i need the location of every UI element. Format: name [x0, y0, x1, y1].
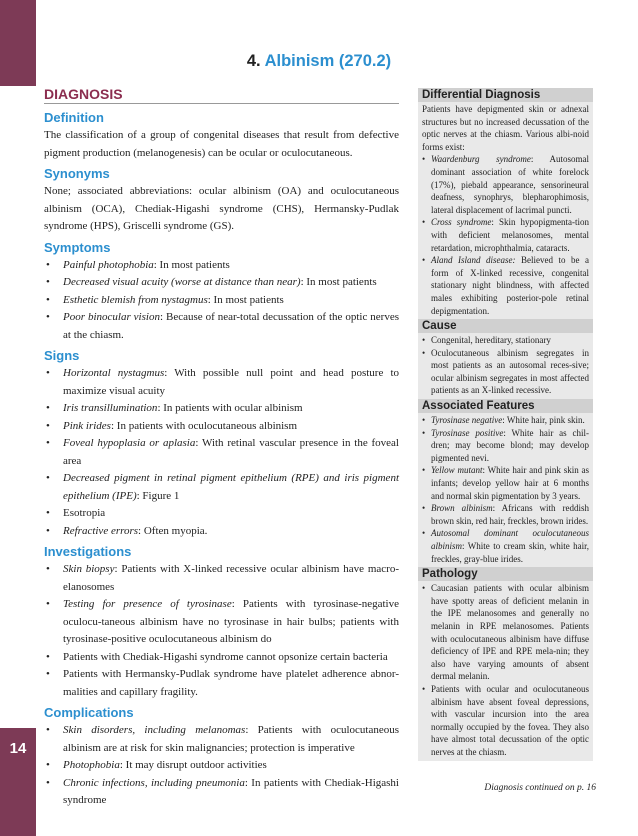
list-item-term: Pink irides	[63, 419, 111, 432]
list-item-text: : In patients with Chediak-Higashi syndrome	[63, 776, 399, 806]
list-item-text: : In patients with ocular albinism	[157, 402, 303, 414]
list-item-term: Chronic infections, including pneumonia	[63, 776, 245, 789]
list-item	[422, 216, 589, 254]
list-item-text: : With retinal vascular presence in the foveal area	[63, 437, 399, 467]
list-item-term: Photophobia	[63, 759, 120, 771]
list-item-text: Esotropia	[63, 507, 106, 519]
list-item-text: : Figure 1	[136, 489, 180, 502]
list-item-term: Waardenburg syndrome	[431, 154, 531, 165]
list-item-text: Believed to be a form of X-linked recessive, congenital stationary night blindness, with affected males exhibiting posterior-pole retinal depigmentation.	[431, 255, 589, 316]
cause-heading: Cause	[418, 319, 593, 333]
list-item	[44, 757, 399, 775]
list-item-text: : Autosomal dominant association of white forelock (17%), piebald appearance, sensorineural deafness, synophrys, blepharophimosis, lateral displacement of lacrimal puncti.	[431, 154, 589, 215]
page-number: 14	[9, 740, 27, 757]
list-item	[44, 309, 399, 344]
list-item-text: : Skin hypopigmenta-tion with deficient melanosomes, mental retardation, microphthalmia, cataracts.	[431, 217, 589, 253]
list-item-term: Tyrosinase negative	[431, 415, 503, 426]
list-item	[44, 292, 399, 310]
list-item-text: : In most patients	[153, 258, 230, 271]
list-item-term: Cross syndrome	[431, 217, 492, 228]
definition-heading: Definition	[44, 110, 104, 125]
differential-heading: Differential Diagnosis	[418, 88, 593, 102]
list-item	[44, 722, 399, 757]
differential-list	[422, 153, 589, 317]
list-item-term: Esthetic blemish from nystagmus	[63, 293, 208, 306]
list-item-term: Tyrosinase positive	[431, 427, 504, 438]
list-item-term: Brown albinism	[431, 503, 493, 514]
list-item	[422, 683, 589, 759]
title-name: Albinism (270.2)	[264, 52, 392, 70]
list-item	[44, 274, 399, 292]
main-column	[44, 86, 399, 810]
list-item-text: : White hair and pink skin as infants; develop yellow hair at 6 months and normal skin pigmentation by 3 years.	[431, 465, 589, 501]
list-item-text: : Often myopia.	[138, 524, 208, 537]
differential-intro: Patients have depigmented skin or adnexal structures but no increased decussation of the optic nerves at the chiasm. Various albi-noid forms exist:	[422, 104, 589, 152]
list-item-term: Testing for presence of tyrosinase	[63, 598, 232, 610]
list-item-text: : White hair as chil-dren; may become blond; may develop pigmented nevi.	[431, 427, 590, 463]
page-title	[0, 52, 638, 71]
list-item	[44, 561, 399, 596]
list-item	[44, 596, 399, 649]
list-item-term: Skin disorders, including melanomas	[63, 724, 246, 736]
list-item-term: Decreased visual acuity (worse at distance than near)	[63, 276, 301, 288]
list-item	[44, 365, 399, 400]
synonyms-text: None; associated abbreviations: ocular albinism (OA) and oculocutaneous albinism (OCA), Chediak-Higashi syndrome (CHS), Hermansky-Pudlak syndrome (HPS), Griscelli syndrome (GS).	[44, 185, 399, 232]
list-item-text: Patients with Hermansky-Pudlak syndrome have platelet adherence abnor-malities and capillary fragility.	[63, 668, 399, 698]
list-item-term: Aland Island disease:	[431, 255, 516, 266]
list-item	[422, 582, 589, 683]
list-item-term: Painful photophobia	[63, 258, 154, 271]
list-item-term: Iris transillumination	[63, 402, 158, 414]
diagnosis-heading: DIAGNOSIS	[44, 86, 399, 104]
list-item	[422, 334, 589, 347]
list-item	[422, 502, 589, 527]
list-item-text: : Patients with X-linked recessive ocular albinism have macro-elanosomes	[63, 563, 399, 593]
list-item-text: : In patients with oculocutaneous albinism	[110, 419, 298, 432]
list-item-term: Skin biopsy	[63, 563, 115, 575]
list-item-term: Decreased pigment in retinal pigment epithelium (RPE) and iris pigment epithelium (IPE)	[63, 472, 399, 502]
associated-features-heading: Associated Features	[418, 399, 593, 413]
list-item-text: : White hair, pink skin.	[502, 415, 585, 426]
list-item	[422, 254, 589, 317]
symptoms-heading: Symptoms	[44, 239, 111, 255]
list-item	[422, 153, 589, 216]
symptoms-list	[44, 257, 399, 345]
list-item	[422, 527, 589, 565]
list-item-text: Congenital, hereditary, stationary	[431, 335, 551, 346]
title-number: 4.	[246, 52, 261, 70]
list-item	[44, 649, 399, 667]
list-item-term: Horizontal nystagmus	[63, 367, 165, 379]
list-item-term: Poor binocular vision	[63, 311, 160, 323]
list-item-term: Autosomal dominant oculocutaneous albinism	[431, 528, 589, 551]
list-item	[44, 523, 399, 541]
list-item	[44, 775, 399, 810]
list-item-text: : It may disrupt outdoor activities	[119, 759, 267, 771]
signs-list	[44, 365, 399, 540]
list-item-term: Yellow mutant	[431, 465, 483, 476]
complications-list	[44, 722, 399, 810]
list-item	[44, 257, 399, 275]
list-item-text: : With possible null point and head posture to maximize visual acuity	[63, 367, 400, 397]
list-item-term: Refractive errors	[63, 524, 139, 537]
pathology-heading: Pathology	[418, 567, 593, 581]
side-color-bar-top	[0, 0, 36, 86]
list-item-text: Patients with ocular and oculocutaneous albinism have absent foveal depressions, with vascular incursion into the area normally occupied by the fovea. They also have almost total decussation of the optic nerves at the chiasm.	[431, 683, 589, 757]
sidebar	[418, 88, 593, 761]
list-item-text: Patients with Chediak-Higashi syndrome cannot opsonize certain bacteria	[63, 650, 388, 663]
list-item-text: : Africans with reddish brown skin, red hair, freckles, brown irides.	[431, 503, 589, 526]
list-item	[422, 427, 589, 465]
continued-note: Diagnosis continued on p. 16	[484, 783, 596, 793]
investigations-heading: Investigations	[44, 544, 132, 559]
list-item-text: Oculocutaneous albinism segregates in most patients as an autosomal reces-sive; ocular albinism segregates in most affected patients as an X-linked recessive.	[431, 347, 589, 396]
definition-text: The classification of a group of congenital diseases that result from defective pigment production (melanogenesis) can be ocular or oculocutaneous.	[44, 129, 399, 159]
list-item	[422, 347, 589, 397]
list-item	[44, 435, 399, 470]
list-item	[44, 418, 399, 436]
list-item-text: : Patients with oculocutaneous albinism are at risk for skin malignancies; protection is imperative	[63, 724, 399, 754]
list-item-text: : Because of near-total decussation of the optic nerves at the chiasm.	[63, 311, 399, 341]
list-item-text: : White to cream skin, white hair, freckles, gray-blue irides.	[431, 541, 589, 564]
list-item-text: : In most patients	[300, 276, 377, 288]
cause-list	[422, 334, 589, 397]
list-item	[44, 400, 399, 418]
investigations-list	[44, 561, 399, 701]
list-item	[44, 470, 399, 505]
list-item-text: Caucasian patients with ocular albinism have spotty areas of deficient melanin in the IPE melanosomes and generally no melanin in RPE melanosomes. Patients with oculocutaneous albinism have diffuse deficiency of IPE and RPE mela-nin; they also have varying amounts of absent dermal melanin.	[431, 583, 589, 682]
associated-features-list	[422, 414, 589, 565]
list-item	[422, 414, 589, 427]
synonyms-heading: Synonyms	[44, 166, 110, 181]
list-item	[422, 464, 589, 502]
list-item	[44, 666, 399, 701]
pathology-list	[422, 582, 589, 758]
complications-heading: Complications	[44, 705, 134, 720]
list-item-term: Foveal hypoplasia or aplasia	[63, 437, 196, 449]
list-item-text: : In most patients	[207, 293, 284, 306]
signs-heading: Signs	[44, 348, 80, 363]
list-item	[44, 505, 399, 523]
list-item-text: : Patients with tyrosinase-negative oculocu-taneous albinism have no tyrosinase in hair bulbs; patients with tyrosinase-positive oculocutaneous albinism do	[63, 598, 399, 645]
